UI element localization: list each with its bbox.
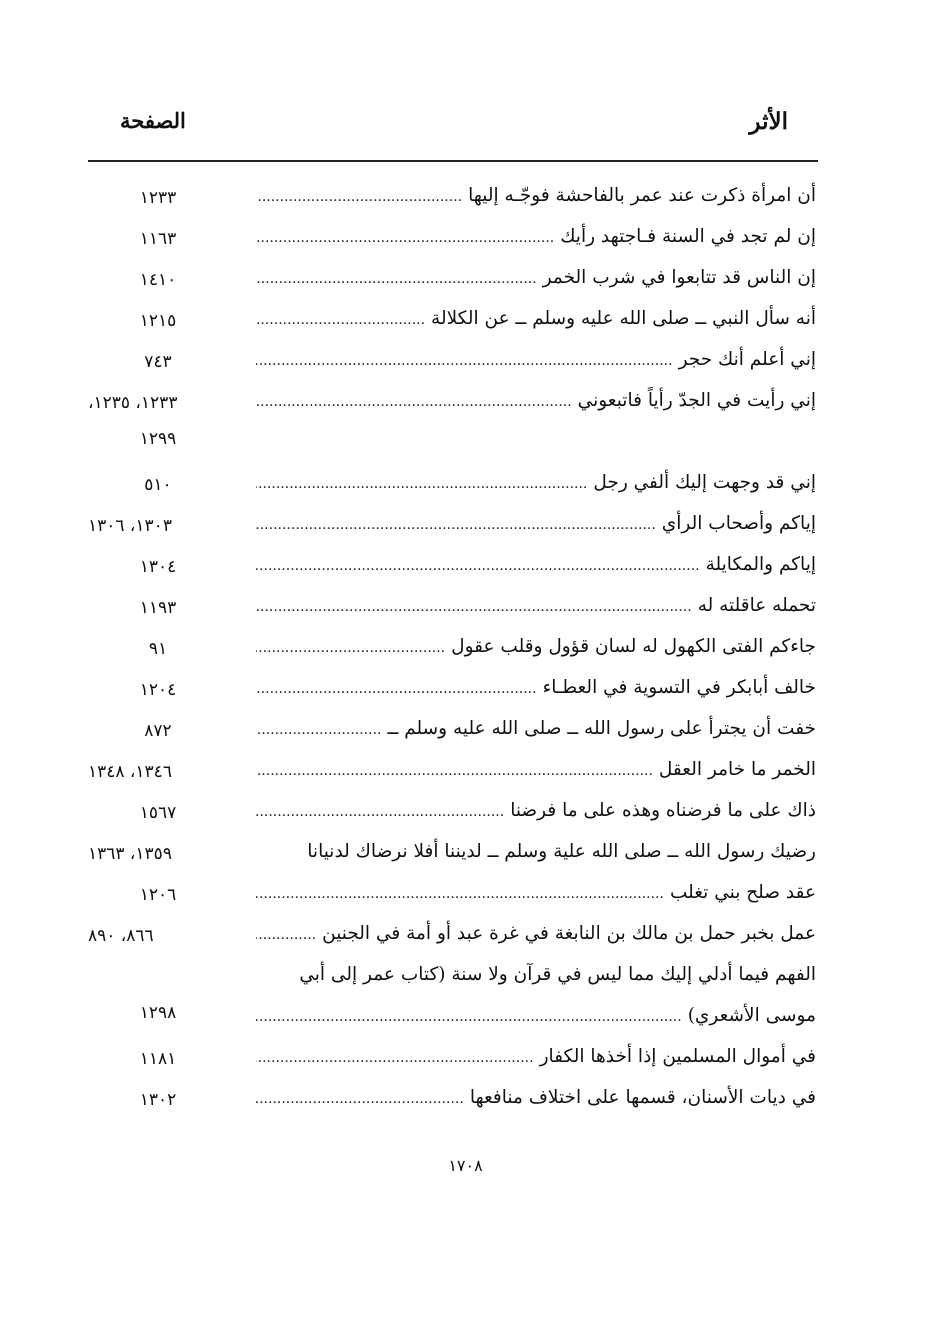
index-entry [88,463,818,504]
entry-pages: ١١٩٣ [139,598,177,618]
entry-text: جاءكم الفتى الكهول له لسان قؤول وقلب عقول ..... [256,633,816,662]
entry-pages: ١٢٣٣ [139,188,177,208]
entry-pages: ١٢٩٨ [139,1003,177,1023]
page-number: ١٧٠٨ [448,1156,483,1175]
entry-text: الخمر ما خامر العقل ..... [256,756,816,785]
index-entry [88,668,818,709]
entry-text: عقد صلح بني تغلب ..... [256,879,816,908]
entry-text: تحمله عاقلته له ..... [256,592,816,621]
index-entry [88,340,818,381]
entry-text: عمل بخبر حمل بن مالك بن النابغة في غرة عبد أو أمة في الجنين ..... [256,920,816,949]
entry-text: إني رأيت في الجدّ رأياً فاتبعوني ..... [256,387,816,416]
entry-pages: ٧٤٣ [144,352,172,372]
index-entry [88,955,818,1037]
entry-text: الفهم فيما أدلي إليك مما ليس في قرآن ولا سنة (كتاب عمر إلى أبي [299,964,816,985]
entry-pages: ١١٦٣ [139,229,177,249]
entry-pages: ١٣٠٣، ١٣٠٦ [88,516,172,536]
entry-pages: ٨٦٦، ٨٩٠ [88,926,154,946]
index-entry [88,873,818,914]
entry-text: إياكم والمكايلة ..... [256,551,816,580]
entry-text: إني أعلم أنك حجر ..... [256,346,816,375]
entry-text: خفت أن يجترأ على رسول الله ــ صلى الله عليه وسلم ــ ..... [256,715,816,744]
entry-pages: ١٣٤٦، ١٣٤٨ [88,762,172,782]
index-entry [88,709,818,750]
entry-text: خالف أبابكر في التسوية في العطـاء ..... [256,674,816,703]
entry-pages: ٩١ [148,639,168,659]
index-entry [88,750,818,791]
index-entry [88,627,818,668]
entry-pages: ١٢٠٤ [139,680,177,700]
index-entry [88,1037,818,1078]
index-entry [88,381,818,463]
header-divider [88,160,818,162]
entry-text: إني قد وجهت إليك ألفي رجل ..... [256,469,816,498]
index-entry [88,545,818,586]
entry-pages: ٥١٠ [144,475,172,495]
entry-text: ذاك على ما فرضناه وهذه على ما فرضنا ..... [256,797,816,826]
entry-pages: ١٤١٠ [139,270,177,290]
entry-text: أن امرأة ذكرت عند عمر بالفاحشة فوجّـه إليها ..... [256,182,816,211]
entry-pages: ١٢٠٦ [139,885,177,905]
index-entry [88,1078,818,1119]
entry-text: أنه سأل النبي ــ صلى الله عليه وسلم ــ عن الكلالة ..... [256,305,816,334]
entry-pages: ١٣٥٩، ١٣٦٣ [88,844,172,864]
entry-text: إياكم وأصحاب الرأي ..... [256,510,816,539]
index-entry [88,299,818,340]
entry-text: رضيك رسول الله ــ صلى الله علية وسلم ــ لديننا أفلا نرضاك لدنيانا [256,838,816,867]
entry-pages: ١٥٦٧ [139,803,177,823]
entry-pages: ١٢١٥ [139,311,177,331]
index-entry [88,791,818,832]
page-column-heading: الصفحة [120,108,186,133]
index-entry [88,832,818,873]
index-entry [88,176,818,217]
entry-text: في ديات الأسنان، قسمها على اختلاف منافعها ..... [256,1084,816,1113]
entry-pages: ١٣٠٢ [139,1090,177,1110]
index-entry [88,914,818,955]
entry-pages: ١١٨١ [139,1049,177,1069]
entry-text: في أموال المسلمين إذا أخذها الكفار ..... [256,1043,816,1072]
athar-column-heading: الأثر [749,108,788,135]
index-entry [88,258,818,299]
entry-text: إن الناس قد تتابعوا في شرب الخمر ..... [256,264,816,293]
index-entry [88,586,818,627]
entry-pages-continued: ١٢٩٩ [139,429,177,449]
index-entries [88,176,818,1119]
entry-text: إن لم تجد في السنة فـاجتهد رأيك ..... [256,223,816,252]
index-entry [88,217,818,258]
index-entry [88,504,818,545]
table-header [88,108,818,148]
entry-pages: ١٣٠٤ [139,557,177,577]
entry-text-continued: موسى الأشعري) ..... [256,1002,816,1031]
entry-pages: ٨٧٢ [144,721,172,741]
entry-pages: ١٢٣٣، ١٢٣٥، [88,393,178,413]
